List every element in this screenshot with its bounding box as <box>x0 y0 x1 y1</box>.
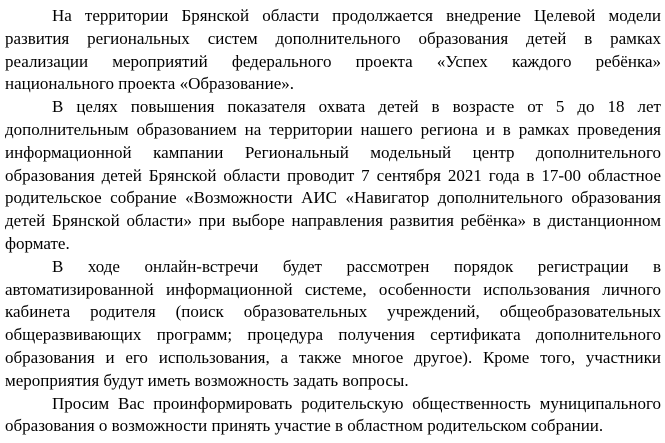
paragraph-target-model <box>5 5 661 96</box>
paragraph-request <box>5 393 661 439</box>
text-line: В ходе онлайн-встречи будет рассмотрен порядок регистрации в <box>52 256 661 276</box>
text-line: детей Брянской области» при выборе направления развития ребёнка» в дистанционном <box>5 211 661 231</box>
text-line: дополнительным образованием на территории нашего региона и в рамках проведения <box>5 119 661 139</box>
text-line: образования о возможности принять участие в областном родительском собрании. <box>5 416 604 436</box>
text-line: мероприятия будут иметь возможность задать вопросы. <box>5 370 409 390</box>
text-line: образования и его использования, а также многое другое). Кроме того, участники <box>5 347 661 367</box>
text-line: автоматизированной информационной системе, особенности использования личного <box>5 279 661 299</box>
text-line: родительское собрание «Возможности АИС «Навигатор дополнительного образования <box>5 188 661 208</box>
text-line: образования детей Брянской области проводит 7 сентября 2021 года в 17-00 областное <box>5 165 661 185</box>
paragraph-parent-meeting <box>5 96 661 256</box>
document-body <box>0 5 665 443</box>
text-line: Просим Вас проинформировать родительскую общественность муниципального <box>52 393 661 413</box>
text-line: В целях повышения показателя охвата детей в возрасте от 5 до 18 лет <box>52 97 661 117</box>
text-line: национального проекта «Образование». <box>5 74 295 94</box>
text-line: формате. <box>5 233 70 253</box>
paragraph-meeting-agenda <box>5 256 661 393</box>
text-line: реализации мероприятий федерального проекта «Успех каждого ребёнка» <box>5 51 661 71</box>
text-line: информационной кампании Региональный модельный центр дополнительного <box>5 142 661 162</box>
text-line: развития региональных систем дополнительного образования детей в рамках <box>5 28 661 48</box>
text-line: На территории Брянской области продолжается внедрение Целевой модели <box>52 6 661 25</box>
text-line: кабинета родителя (поиск образовательных учреждений, общеобразовательных <box>5 302 661 322</box>
text-line: общеразвивающих программ; процедура получения сертификата дополнительного <box>5 325 661 345</box>
